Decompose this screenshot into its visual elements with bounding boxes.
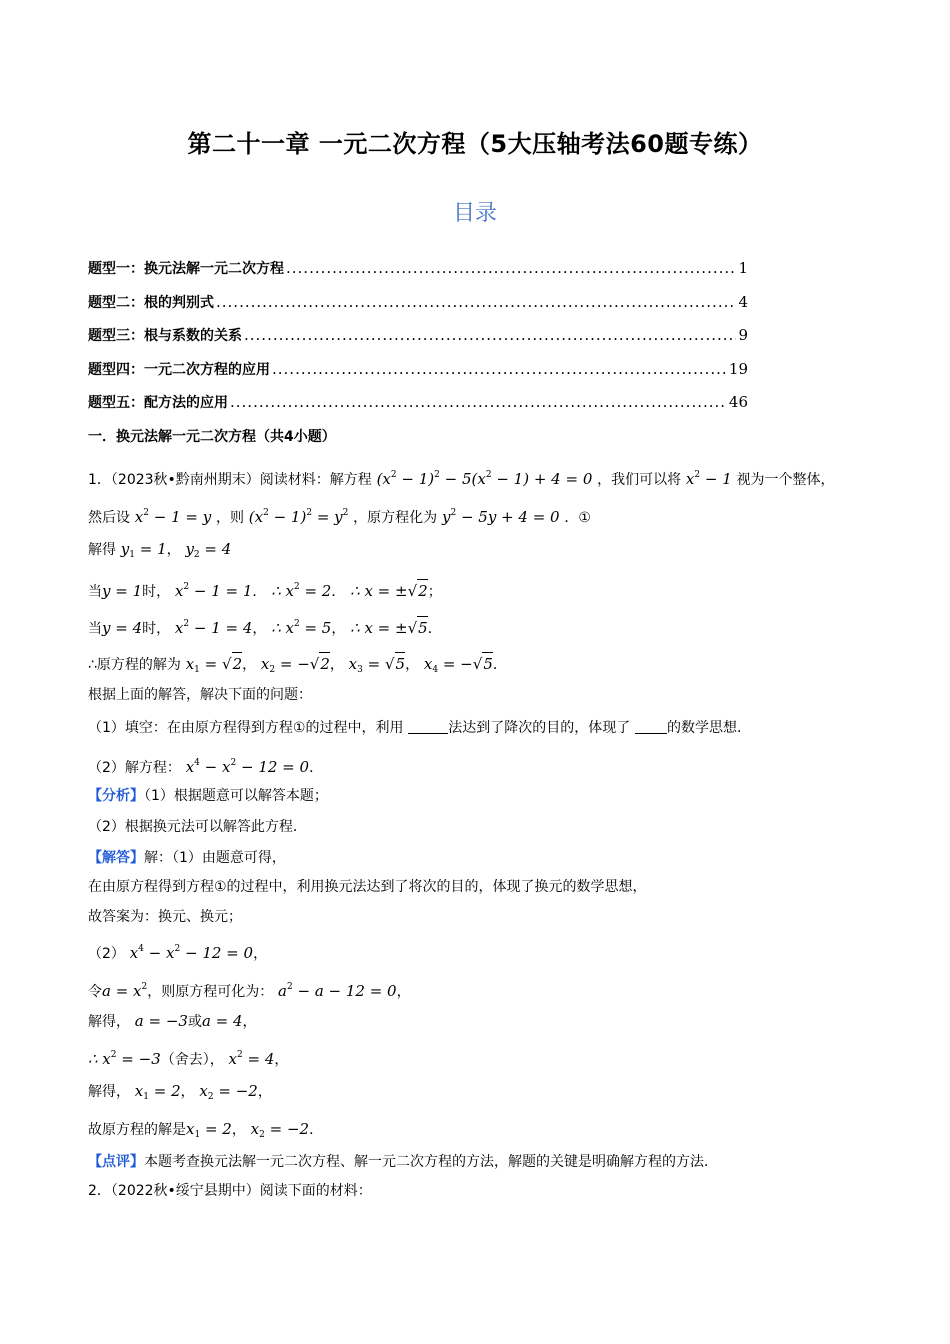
toc-leader bbox=[272, 360, 727, 378]
answer-line-7: ∴ $x^2 = -3$（舍去）， $x^2 = 4$， bbox=[88, 1050, 289, 1068]
equation: $x^2 - 1 = y$ bbox=[134, 508, 212, 526]
analysis-line-2: （2）根据换元法可以解答此方程． bbox=[88, 819, 307, 835]
answer-line-5: 令$a = x^2$，则原方程可化为： $a^2 - a - 12 = 0$， bbox=[88, 982, 411, 1000]
fill-blank[interactable] bbox=[408, 719, 448, 734]
q1-case2: 当y = 4时， $x^2 - 1 = 4$， ∴ $x^2 = 5$， ∴ x = ±√5． bbox=[88, 613, 442, 640]
toc-item[interactable] bbox=[88, 325, 748, 359]
toc-leader bbox=[244, 326, 736, 344]
page-title: 第二十一章 一元二次方程（5大压轴考法60题专练） bbox=[187, 130, 763, 158]
table-of-contents bbox=[88, 258, 748, 426]
toc-item-page: 4 bbox=[738, 292, 748, 311]
answer-line-8: 解得， $x_1 = 2$， $x_2 = -2$， bbox=[88, 1082, 272, 1102]
equation: $y^2 - 5y + 4 = 0$ bbox=[441, 508, 560, 526]
toc-item-label: 题型三：根与系数的关系 bbox=[88, 328, 242, 344]
q1-ask: 根据上面的解答，解决下面的问题： bbox=[88, 687, 312, 703]
toc-item[interactable] bbox=[88, 359, 748, 393]
toc-item[interactable] bbox=[88, 292, 748, 326]
toc-item[interactable] bbox=[88, 392, 748, 426]
answer-line-3: 故答案为：换元、换元； bbox=[88, 909, 242, 925]
toc-item-page: 46 bbox=[728, 393, 748, 411]
toc-item-label: 题型五：配方法的应用 bbox=[88, 395, 228, 411]
answer-tag: 【解答】 bbox=[88, 850, 144, 866]
q1-solve: 解得 $y_1 = 1$， $y_2 = 4$ bbox=[88, 540, 232, 560]
q1-part1: （1）填空：在由原方程得到方程①的过程中，利用 法达到了降次的目的，体现了 的数学思想． bbox=[88, 720, 752, 736]
toc-item-label: 题型四：一元二次方程的应用 bbox=[88, 361, 270, 378]
q1-solutions: ∴原方程的解为 $x_1 = √2$， $x_2 = -√2$， $x_3 = √5$， $x_4 = -√5$． bbox=[88, 652, 507, 681]
toc-item-page: 9 bbox=[738, 326, 748, 344]
answer-line-4: （2） $x^4 - x^2 - 12 = 0$， bbox=[88, 944, 268, 962]
equation: $x^2 - 1$ bbox=[685, 470, 732, 488]
answer-line-9: 故原方程的解是$x_1 = 2$， $x_2 = -2$． bbox=[88, 1120, 324, 1140]
answer-line: 【解答】解：（1）由题意可得， bbox=[88, 850, 286, 866]
analysis-tag: 【分析】 bbox=[88, 788, 144, 804]
q2-intro: 2．（2022秋•绥宁县期中）阅读下面的材料： bbox=[88, 1183, 372, 1199]
toc-item-label: 题型一：换元法解一元二次方程 bbox=[88, 261, 284, 277]
q1-line2: 然后设 $x^2 - 1 = y$ ，则 $(x^2 - 1)^2 = y^2$ ，原方程化为 $y^2 - 5y + 4 = 0$ ．① bbox=[88, 508, 591, 526]
fill-blank[interactable] bbox=[635, 719, 667, 734]
toc-item[interactable] bbox=[88, 258, 748, 292]
toc-leader bbox=[216, 293, 736, 311]
answer-line-2: 在由原方程得到方程①的过程中，利用换元法达到了将次的目的，体现了换元的数学思想， bbox=[88, 879, 647, 895]
analysis-line: 【分析】（1）根据题意可以解答本题； bbox=[88, 788, 328, 804]
answer-line-6: 解得， a = −3或a = 4， bbox=[88, 1012, 257, 1030]
q1-case1: 当y = 1时， $x^2 - 1 = 1$． ∴ $x^2 = 2$． ∴ x = ±√2； bbox=[88, 576, 442, 603]
q1-part2: （2）解方程： $x^4 - x^2 - 12 = 0$． bbox=[88, 758, 324, 776]
equation: $(x^2 - 1)^2 = y^2$ bbox=[248, 508, 349, 526]
toc-item-page: 19 bbox=[728, 359, 748, 378]
equation: $(x^2 - 1)^2 - 5(x^2 - 1) + 4 = 0$ bbox=[376, 470, 593, 488]
toc-leader bbox=[230, 393, 727, 411]
q1-intro: 1．（2023秋•黔南州期末）阅读材料：解方程 $(x^2 - 1)^2 - 5(x^2 - 1) + 4 = 0$ ，我们可以将 $x^2 - 1$ 视为一个整体， bbox=[88, 470, 835, 488]
toc-item-label: 题型二：根的判别式 bbox=[88, 294, 214, 311]
toc-heading: 目录 bbox=[452, 201, 497, 226]
comment-tag: 【点评】 bbox=[88, 1154, 144, 1170]
section-heading: 一．换元法解一元二次方程（共4小题） bbox=[88, 429, 336, 445]
comment-line: 【点评】本题考查换元法解一元二次方程、解一元二次方程的方法，解题的关键是明确解方程的方法． bbox=[88, 1154, 718, 1170]
toc-item-page: 1 bbox=[738, 259, 748, 277]
toc-leader bbox=[286, 259, 736, 277]
